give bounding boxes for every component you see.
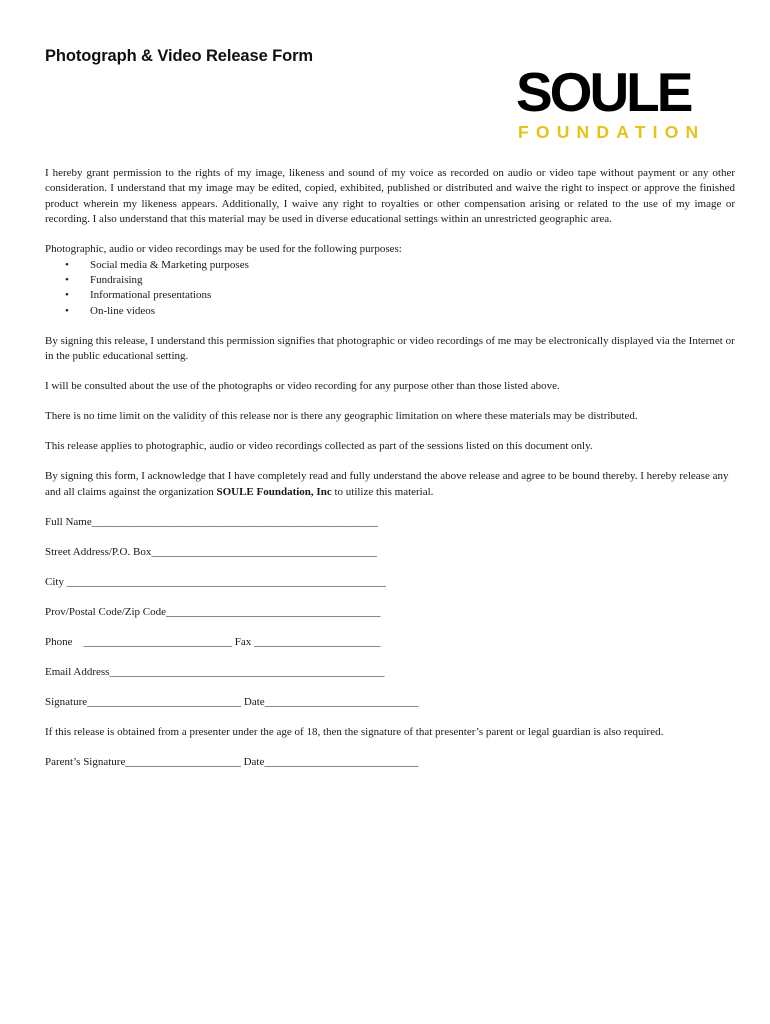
internet-display-paragraph: By signing this release, I understand this permission signifies that photographic or video recordings of me may be electronically displayed via the Internet or in the public educational setting. [45, 334, 735, 363]
purpose-item: • On-line videos [65, 304, 735, 319]
signature-date-field[interactable]: Signature____________________________ Date____________________________ [45, 695, 419, 708]
consultation-paragraph: I will be consulted about the use of the photographs or video recording for any purpose other than those listed above. [45, 380, 560, 393]
consent-paragraph: I hereby grant permission to the rights of my image, likeness and sound of my voice as recorded on audio or video tape without payment or any other consideration. I understand that my image may be edited, copied, exhibited, published or distributed and waive the right to inspect or approve the finished product wherein my likeness appears. Additionally, I waive any right to royalties or other compensation arising or related to the use of my image or recording. I also understand that this material may be used in diverse educational settings within an unrestricted geographic area. [45, 167, 735, 226]
logo-subtitle: FOUNDATION [518, 122, 706, 142]
acknowledgement-tail: to utilize this material. [331, 485, 434, 498]
purposes-list [45, 258, 735, 320]
full-name-field[interactable]: Full Name____________________________________________________ [45, 515, 378, 528]
logo-wordmark: SOULE [516, 61, 691, 123]
applicability-paragraph: This release applies to photographic, audio or video recordings collected as part of the sessions listed on this document only. [45, 440, 593, 453]
postal-code-field[interactable]: Prov/Postal Code/Zip Code_______________________________________ [45, 605, 381, 618]
email-field[interactable]: Email Address__________________________________________________ [45, 665, 385, 678]
validity-paragraph: There is no time limit on the validity of this release nor is there any geographic limitation on where these materials may be distributed. [45, 410, 638, 423]
purpose-item: • Informational presentations [65, 288, 735, 303]
minor-note: If this release is obtained from a presenter under the age of 18, then the signature of that presenter’s parent or legal guardian is also required. [45, 725, 664, 738]
soule-foundation-logo [516, 61, 724, 146]
page-title: Photograph & Video Release Form [45, 47, 313, 65]
street-address-field[interactable]: Street Address/P.O. Box_________________________________________ [45, 545, 377, 558]
purposes-intro: Photographic, audio or video recordings may be used for the following purposes: [45, 243, 402, 256]
city-field[interactable]: City __________________________________________________________ [45, 575, 386, 588]
purpose-item: • Social media & Marketing purposes [65, 258, 735, 273]
organization-name: SOULE Foundation, Inc [216, 485, 332, 498]
form-body [45, 166, 735, 785]
acknowledgement-paragraph [45, 469, 735, 500]
acknowledgement-text: By signing this form, I acknowledge that I have completely read and fully understand the above release and agree to be bound thereby. I hereby release any and all claims against the organization [45, 470, 729, 498]
purpose-item: • Fundraising [65, 273, 735, 288]
purposes-section [45, 242, 735, 319]
parent-signature-date-field[interactable]: Parent’s Signature_____________________ Date____________________________ [45, 755, 419, 768]
phone-fax-field[interactable]: Phone ___________________________ Fax _______________________ [45, 635, 381, 648]
